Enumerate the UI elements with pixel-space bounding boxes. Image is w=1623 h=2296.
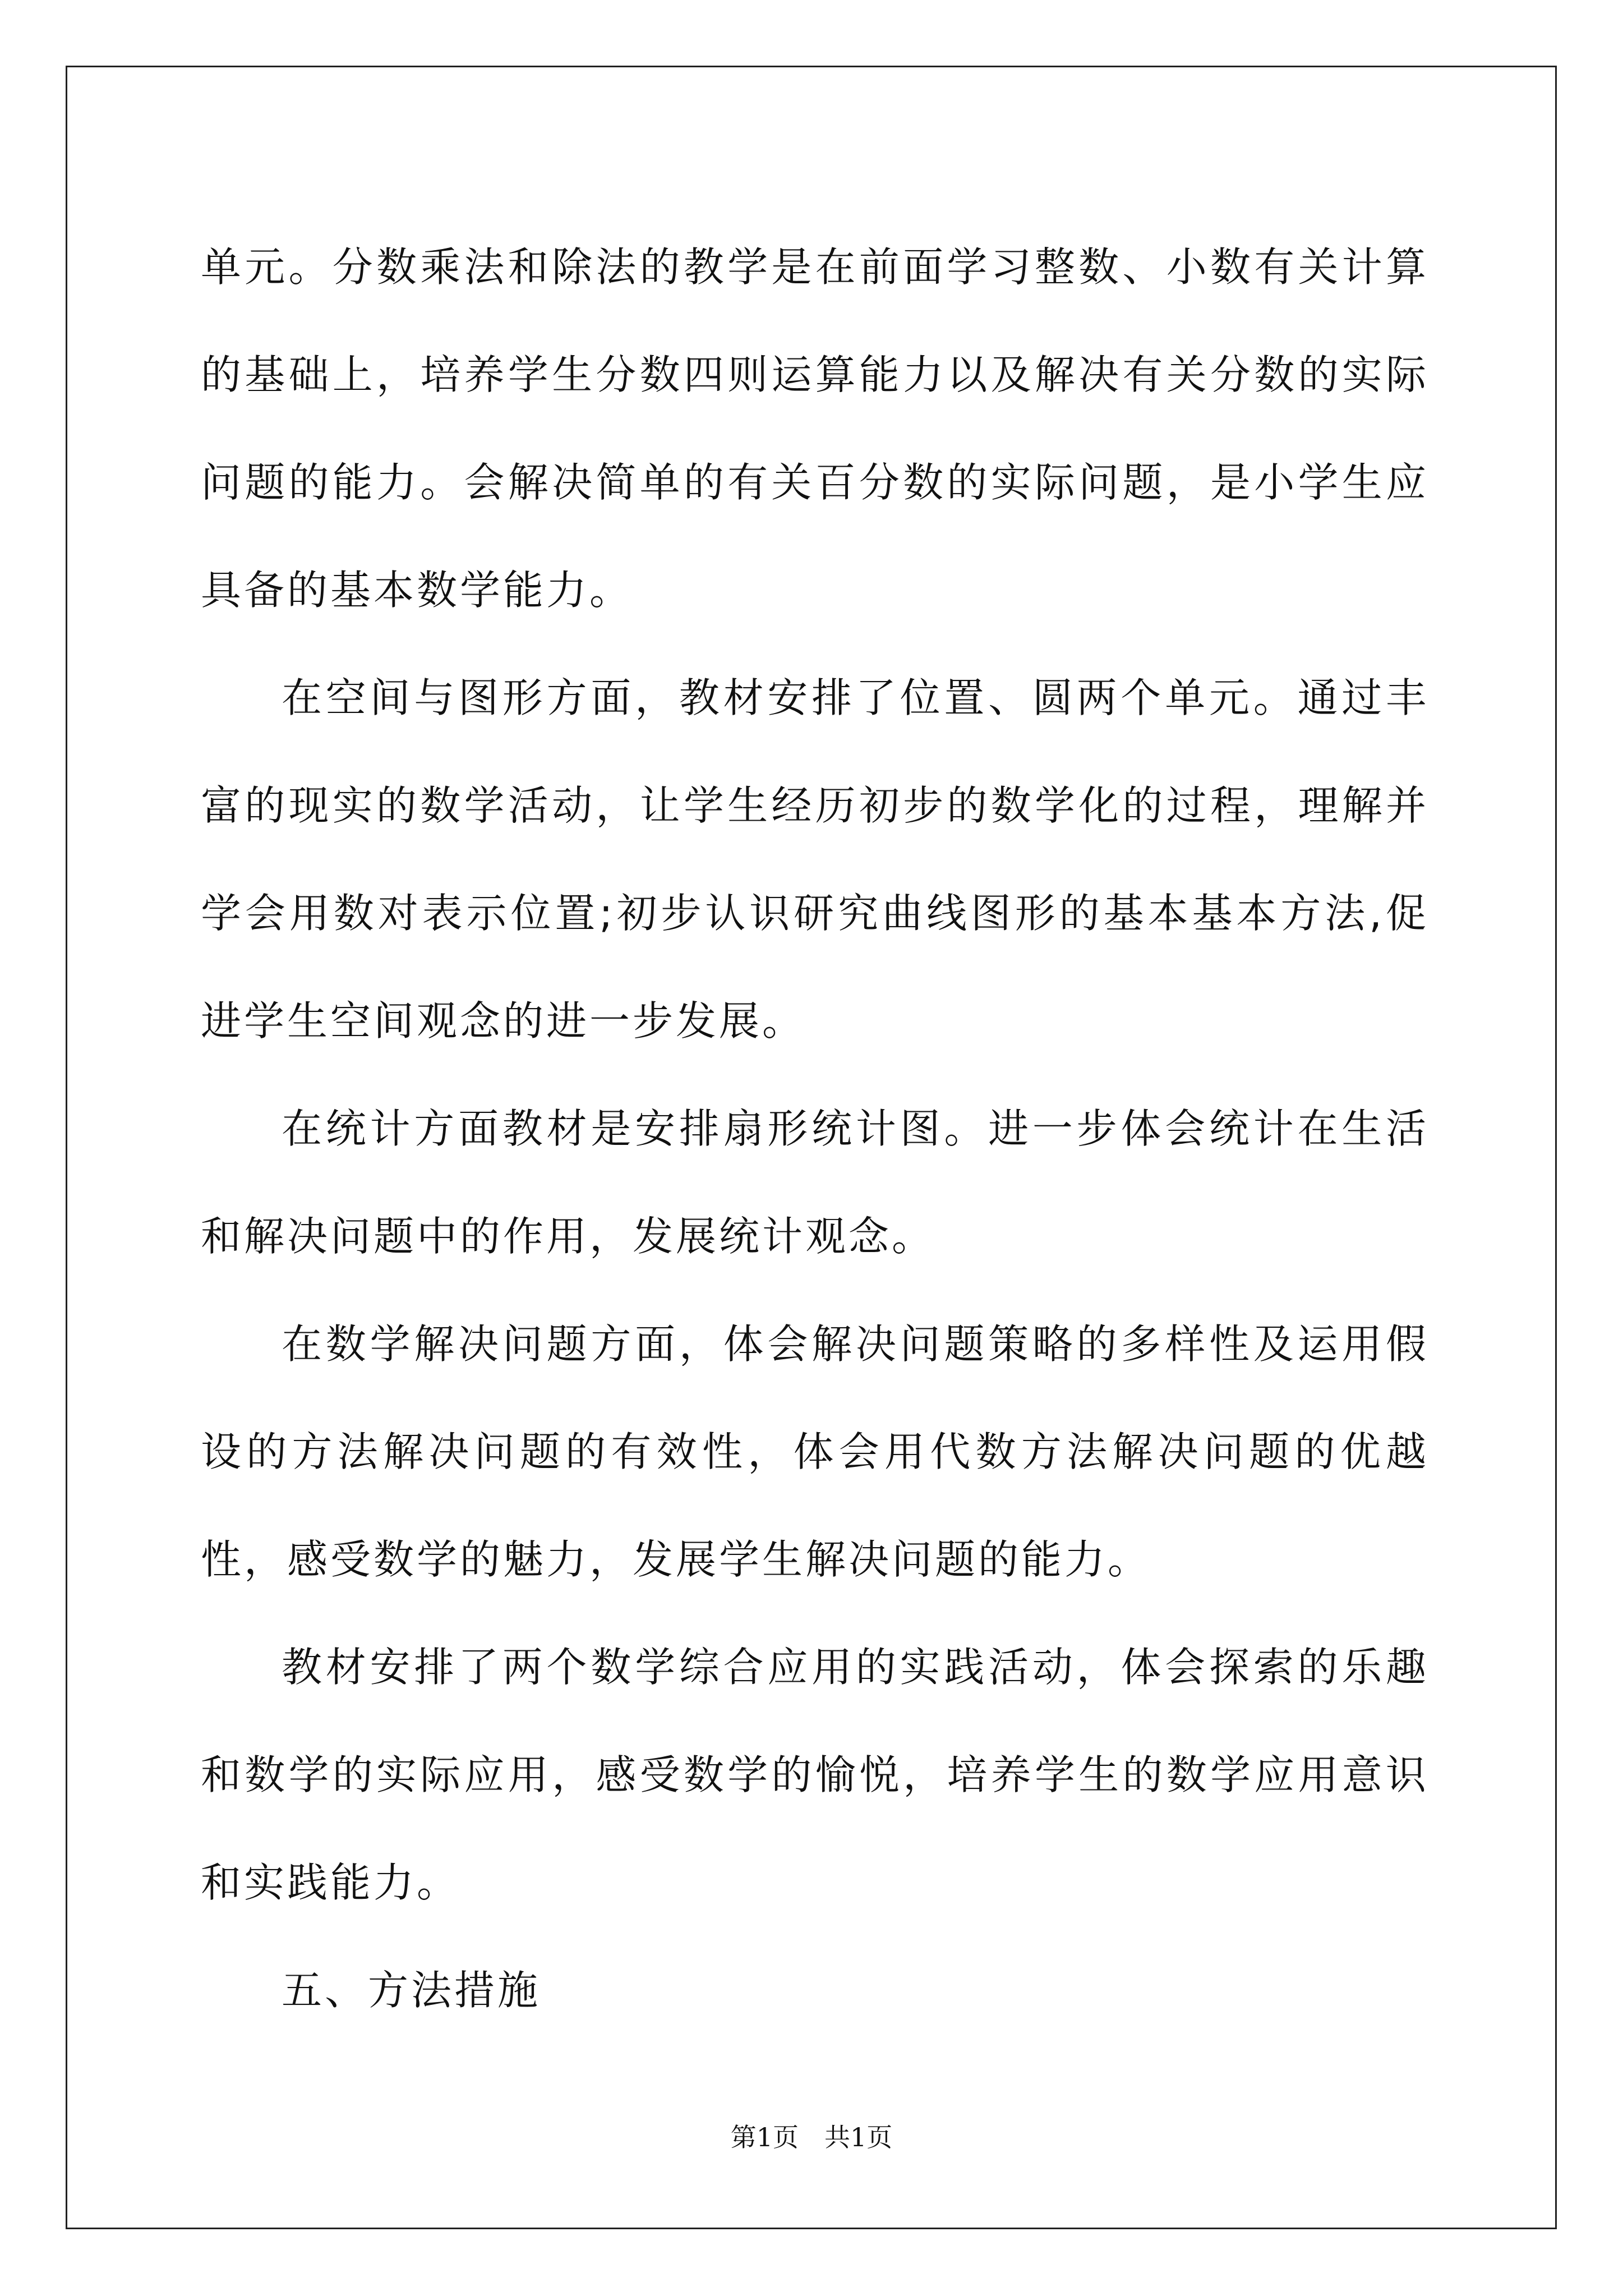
document-body — [201, 213, 1429, 2044]
paragraph-5: 教材安排了两个数学综合应用的实践活动，体会探索的乐趣和数学的实际应用，感受数学的愉悦，培养学生的数学应用意识和实践能力。 — [201, 1644, 1429, 1906]
page-footer: 第1页 共1页 — [730, 2122, 893, 2152]
paragraph-1: 单元。分数乘法和除法的教学是在前面学习整数、小数有关计算的基础上，培养学生分数四则运算能力以及解决有关分数的实际问题的能力。会解决简单的有关百分数的实际问题，是小学生应具备的基本数学能力。 — [201, 243, 1429, 614]
section-heading: 五、方法措施 — [282, 1967, 541, 2014]
paragraph-4: 在数学解决问题方面，体会解决问题策略的多样性及运用假设的方法解决问题的有效性，体会用代数方法解决问题的优越性，感受数学的魅力，发展学生解决问题的能力。 — [201, 1320, 1429, 1583]
paragraph-3: 在统计方面教材是安排扇形统计图。进一步体会统计在生活和解决问题中的作用，发展统计观念。 — [201, 1105, 1429, 1260]
paragraph-2: 在空间与图形方面，教材安排了位置、圆两个单元。通过丰富的现实的数学活动，让学生经历初步的数学化的过程，理解并学会用数对表示位置;初步认识研究曲线图形的基本基本方法,促进学生空间观念的进一步发展。 — [201, 674, 1429, 1045]
